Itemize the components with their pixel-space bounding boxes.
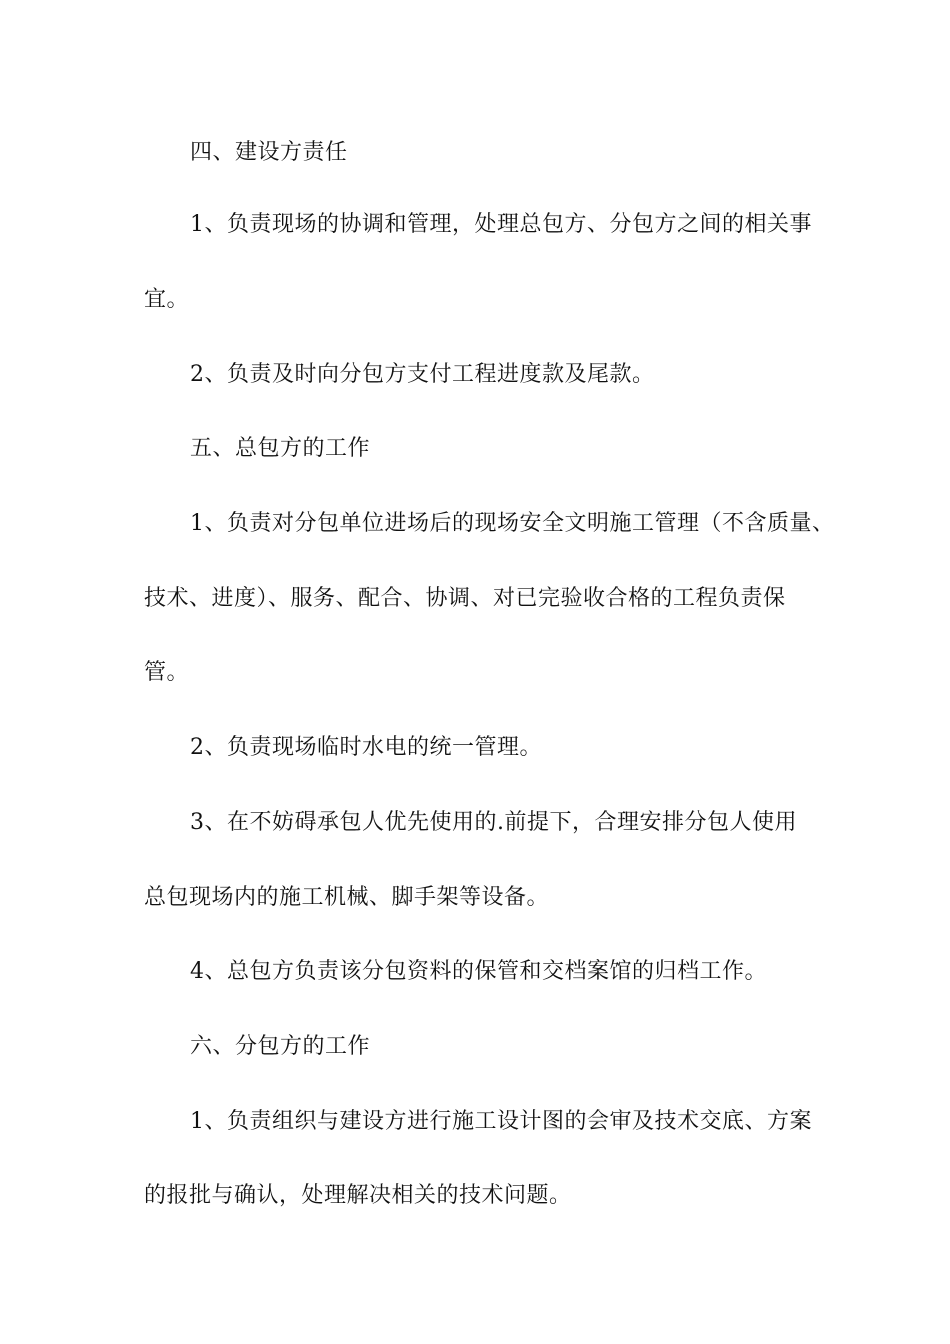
- paragraph-line: 管。: [144, 660, 190, 685]
- paragraph-line: 4、总包方负责该分包资料的保管和交档案馆的归档工作。: [190, 959, 767, 984]
- section-heading-5: 五、总包方的工作: [190, 436, 371, 461]
- paragraph-line: 3、在不妨碍承包人优先使用的.前提下，合理安排分包人使用: [190, 810, 797, 835]
- section-heading-6: 六、分包方的工作: [190, 1034, 371, 1059]
- paragraph-line: 2、负责现场临时水电的统一管理。: [190, 735, 542, 760]
- paragraph-line: 2、负责及时向分包方支付工程进度款及尾款。: [190, 362, 655, 387]
- paragraph-line: 的报批与确认，处理解决相关的技术问题。: [144, 1183, 572, 1208]
- paragraph-line: 技术、进度）、服务、配合、协调、对已完验收合格的工程负责保: [144, 586, 786, 611]
- paragraph-line: 1、负责组织与建设方进行施工设计图的会审及技术交底、方案: [190, 1109, 812, 1134]
- paragraph-line: 1、负责对分包单位进场后的现场安全文明施工管理（不含质量、: [190, 511, 835, 536]
- paragraph-line: 总包现场内的施工机械、脚手架等设备。: [144, 885, 550, 910]
- paragraph-line: 1、负责现场的协调和管理，处理总包方、分包方之间的相关事: [190, 212, 812, 237]
- section-heading-4: 四、建设方责任: [190, 140, 348, 165]
- paragraph-line: 宜。: [144, 287, 190, 312]
